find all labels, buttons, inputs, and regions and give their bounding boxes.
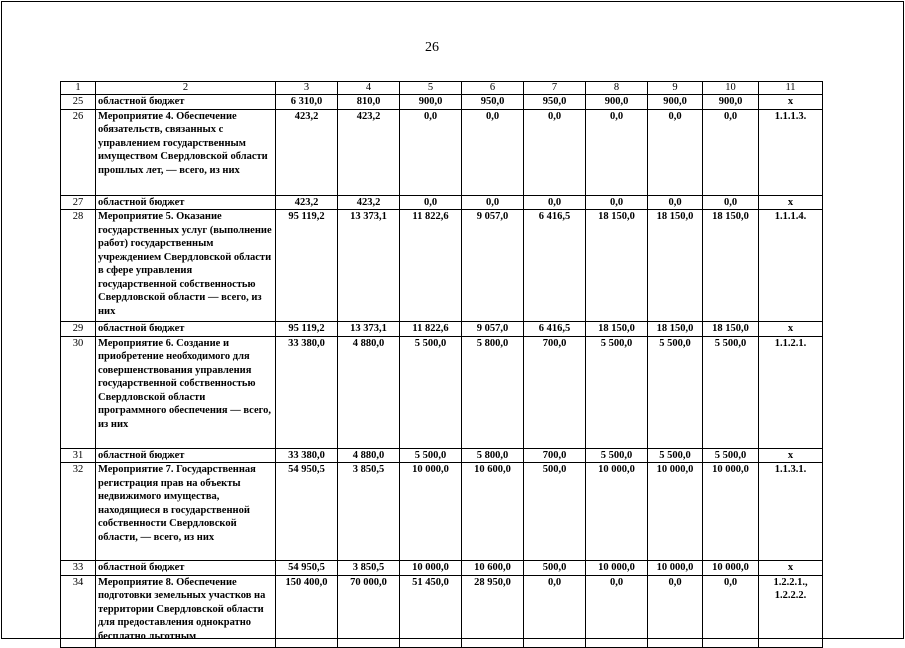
amount-cell: 150 400,0 xyxy=(276,575,338,647)
amount-cell: 700,0 xyxy=(524,336,586,448)
amount-cell: 5 500,0 xyxy=(648,448,703,463)
amount-cell: 3 850,5 xyxy=(338,463,400,561)
amount-cell: 18 150,0 xyxy=(703,322,759,337)
amount-cell: 10 000,0 xyxy=(586,561,648,576)
amount-cell: 0,0 xyxy=(524,109,586,195)
amount-cell: 11 822,6 xyxy=(400,210,462,322)
item-name-cell: Мероприятие 4. Обеспечение обязательств, связанных с управлением государственным имуществом Свердловской области прошлых лет, — всего, из них xyxy=(96,109,276,195)
target-reference-cell: 1.1.3.1. xyxy=(759,463,823,561)
amount-cell: 6 416,5 xyxy=(524,322,586,337)
amount-cell: 0,0 xyxy=(586,575,648,647)
header-cell: 4 xyxy=(338,82,400,95)
target-reference-cell: 1.1.1.3. xyxy=(759,109,823,195)
amount-cell: 0,0 xyxy=(400,109,462,195)
amount-cell: 95 119,2 xyxy=(276,322,338,337)
row-number-cell: 30 xyxy=(61,336,96,448)
table-row xyxy=(61,448,823,463)
item-name-cell: областной бюджет xyxy=(96,322,276,337)
amount-cell: 3 850,5 xyxy=(338,561,400,576)
target-reference-cell: x xyxy=(759,561,823,576)
amount-cell: 5 500,0 xyxy=(400,448,462,463)
item-name-cell: областной бюджет xyxy=(96,95,276,110)
amount-cell: 900,0 xyxy=(648,95,703,110)
amount-cell: 0,0 xyxy=(648,195,703,210)
item-name-cell: Мероприятие 7. Государственная регистрация прав на объекты недвижимого имущества, находящиеся в государственной собственности Свердловской области, — всего, из них xyxy=(96,463,276,561)
amount-cell: 4 880,0 xyxy=(338,336,400,448)
table-row xyxy=(61,195,823,210)
target-reference-cell: x xyxy=(759,195,823,210)
amount-cell: 18 150,0 xyxy=(648,210,703,322)
table-row xyxy=(61,95,823,110)
amount-cell: 18 150,0 xyxy=(703,210,759,322)
amount-cell: 33 380,0 xyxy=(276,448,338,463)
amount-cell: 9 057,0 xyxy=(462,210,524,322)
target-reference-cell: 1.1.1.4. xyxy=(759,210,823,322)
amount-cell: 5 800,0 xyxy=(462,448,524,463)
amount-cell: 5 500,0 xyxy=(586,448,648,463)
amount-cell: 10 600,0 xyxy=(462,561,524,576)
table-header-row xyxy=(61,82,823,95)
amount-cell: 28 950,0 xyxy=(462,575,524,647)
row-number-cell: 26 xyxy=(61,109,96,195)
amount-cell: 10 000,0 xyxy=(648,463,703,561)
item-name-cell: Мероприятие 6. Создание и приобретение необходимого для совершенствования управления государственной собственностью Свердловской области программного обеспечения — всего, из них xyxy=(96,336,276,448)
amount-cell: 6 310,0 xyxy=(276,95,338,110)
amount-cell: 423,2 xyxy=(276,195,338,210)
amount-cell: 0,0 xyxy=(462,195,524,210)
amount-cell: 10 600,0 xyxy=(462,463,524,561)
amount-cell: 900,0 xyxy=(703,95,759,110)
amount-cell: 70 000,0 xyxy=(338,575,400,647)
target-reference-cell: 1.1.2.1. xyxy=(759,336,823,448)
header-cell: 7 xyxy=(524,82,586,95)
amount-cell: 13 373,1 xyxy=(338,210,400,322)
amount-cell: 423,2 xyxy=(276,109,338,195)
amount-cell: 0,0 xyxy=(462,109,524,195)
item-name-cell: областной бюджет xyxy=(96,195,276,210)
amount-cell: 5 500,0 xyxy=(703,336,759,448)
amount-cell: 13 373,1 xyxy=(338,322,400,337)
header-cell: 3 xyxy=(276,82,338,95)
amount-cell: 950,0 xyxy=(524,95,586,110)
header-cell: 5 xyxy=(400,82,462,95)
amount-cell: 423,2 xyxy=(338,109,400,195)
amount-cell: 0,0 xyxy=(524,575,586,647)
amount-cell: 500,0 xyxy=(524,561,586,576)
row-number-cell: 33 xyxy=(61,561,96,576)
amount-cell: 900,0 xyxy=(400,95,462,110)
amount-cell: 500,0 xyxy=(524,463,586,561)
table-row xyxy=(61,575,823,647)
amount-cell: 11 822,6 xyxy=(400,322,462,337)
amount-cell: 0,0 xyxy=(703,575,759,647)
table-row xyxy=(61,336,823,448)
amount-cell: 10 000,0 xyxy=(586,463,648,561)
header-cell: 10 xyxy=(703,82,759,95)
amount-cell: 10 000,0 xyxy=(703,463,759,561)
document-page xyxy=(1,1,904,642)
amount-cell: 95 119,2 xyxy=(276,210,338,322)
amount-cell: 51 450,0 xyxy=(400,575,462,647)
table-row xyxy=(61,109,823,195)
amount-cell: 9 057,0 xyxy=(462,322,524,337)
amount-cell: 0,0 xyxy=(703,109,759,195)
amount-cell: 18 150,0 xyxy=(586,322,648,337)
header-cell: 11 xyxy=(759,82,823,95)
amount-cell: 950,0 xyxy=(462,95,524,110)
amount-cell: 5 500,0 xyxy=(586,336,648,448)
row-number-cell: 29 xyxy=(61,322,96,337)
item-name-cell: областной бюджет xyxy=(96,448,276,463)
row-number-cell: 34 xyxy=(61,575,96,647)
amount-cell: 0,0 xyxy=(648,575,703,647)
amount-cell: 10 000,0 xyxy=(648,561,703,576)
amount-cell: 33 380,0 xyxy=(276,336,338,448)
amount-cell: 10 000,0 xyxy=(703,561,759,576)
amount-cell: 4 880,0 xyxy=(338,448,400,463)
row-number-cell: 32 xyxy=(61,463,96,561)
budget-table xyxy=(60,81,823,648)
table-row xyxy=(61,322,823,337)
amount-cell: 5 500,0 xyxy=(703,448,759,463)
row-number-cell: 25 xyxy=(61,95,96,110)
header-cell: 1 xyxy=(61,82,96,95)
amount-cell: 0,0 xyxy=(648,109,703,195)
header-cell: 9 xyxy=(648,82,703,95)
amount-cell: 54 950,5 xyxy=(276,561,338,576)
table-body xyxy=(61,82,823,648)
item-name-cell: областной бюджет xyxy=(96,561,276,576)
target-reference-cell: 1.2.2.1., 1.2.2.2. xyxy=(759,575,823,647)
amount-cell: 0,0 xyxy=(586,109,648,195)
row-number-cell: 28 xyxy=(61,210,96,322)
amount-cell: 6 416,5 xyxy=(524,210,586,322)
amount-cell: 5 500,0 xyxy=(400,336,462,448)
amount-cell: 0,0 xyxy=(703,195,759,210)
amount-cell: 5 500,0 xyxy=(648,336,703,448)
target-reference-cell: x xyxy=(759,95,823,110)
table-row xyxy=(61,463,823,561)
target-reference-cell: x xyxy=(759,448,823,463)
header-cell: 2 xyxy=(96,82,276,95)
page-number: 26 xyxy=(425,40,439,55)
amount-cell: 5 800,0 xyxy=(462,336,524,448)
amount-cell: 810,0 xyxy=(338,95,400,110)
table-row xyxy=(61,561,823,576)
item-name-cell: Мероприятие 8. Обеспечение подготовки земельных участков на территории Свердловской области для предоставления однократно бесплатно льготным xyxy=(96,575,276,647)
amount-cell: 18 150,0 xyxy=(586,210,648,322)
amount-cell: 700,0 xyxy=(524,448,586,463)
amount-cell: 0,0 xyxy=(400,195,462,210)
amount-cell: 10 000,0 xyxy=(400,561,462,576)
header-cell: 8 xyxy=(586,82,648,95)
amount-cell: 0,0 xyxy=(524,195,586,210)
amount-cell: 10 000,0 xyxy=(400,463,462,561)
amount-cell: 0,0 xyxy=(586,195,648,210)
amount-cell: 54 950,5 xyxy=(276,463,338,561)
row-number-cell: 31 xyxy=(61,448,96,463)
header-cell: 6 xyxy=(462,82,524,95)
table-row xyxy=(61,210,823,322)
amount-cell: 900,0 xyxy=(586,95,648,110)
target-reference-cell: x xyxy=(759,322,823,337)
amount-cell: 423,2 xyxy=(338,195,400,210)
row-number-cell: 27 xyxy=(61,195,96,210)
amount-cell: 18 150,0 xyxy=(648,322,703,337)
item-name-cell: Мероприятие 5. Оказание государственных услуг (выполнение работ) государственным учреждением Свердловской области в сфере управления государственной собственностью Свердловской области — всего, из них xyxy=(96,210,276,322)
